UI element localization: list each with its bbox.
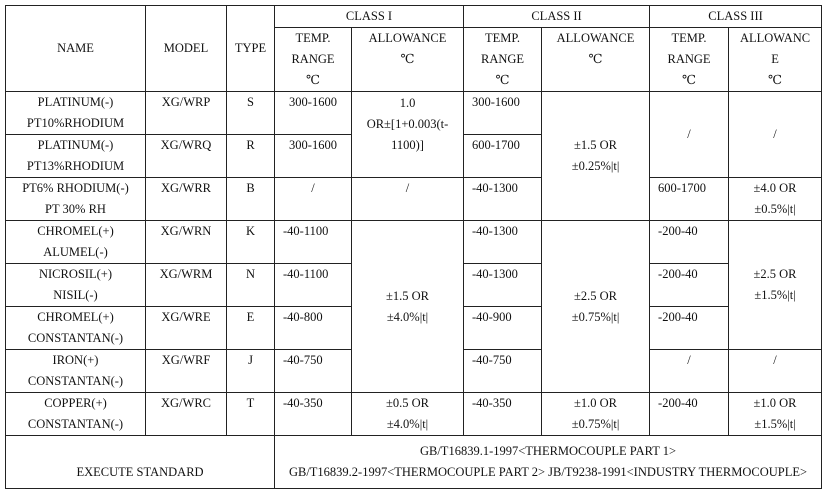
header-type: TYPE: [227, 6, 275, 92]
cell-model: XG/WRQ: [146, 135, 227, 178]
header-model: MODEL: [146, 6, 227, 92]
cell-temp-i: 300-1600: [275, 135, 352, 178]
cell-name: PLATINUM(-) PT10%RHODIUM: [6, 92, 146, 135]
cell-temp-iii: /: [650, 350, 729, 393]
cell-allowance-ii-base: ±2.5 OR ±0.75%|t|: [542, 221, 650, 393]
cell-temp-iii: -200-40: [650, 393, 729, 436]
header-allowance-i: ALLOWANCE ℃: [352, 28, 464, 92]
cell-type: B: [227, 178, 275, 221]
header-class-i: CLASS I: [275, 6, 464, 28]
cell-name: NICROSIL(+) NISIL(-): [6, 264, 146, 307]
standard-label: EXECUTE STANDARD: [6, 436, 275, 489]
cell-temp-ii: -40-1300: [464, 264, 542, 307]
table-row: [6, 393, 822, 436]
cell-model: XG/WRC: [146, 393, 227, 436]
cell-allowance-i-platinum: 1.0 OR±[1+0.003(t- 1100)]: [352, 92, 464, 178]
cell-type: J: [227, 350, 275, 393]
cell-allowance-iii: ±1.0 OR ±1.5%|t|: [729, 393, 822, 436]
cell-type: N: [227, 264, 275, 307]
cell-type: T: [227, 393, 275, 436]
cell-name: COPPER(+) CONSTANTAN(-): [6, 393, 146, 436]
header-class-ii: CLASS II: [464, 6, 650, 28]
cell-allowance-iii: ±4.0 OR ±0.5%|t|: [729, 178, 822, 221]
table-row: [6, 221, 822, 264]
table-row: [6, 92, 822, 135]
cell-temp-i: -40-1100: [275, 264, 352, 307]
cell-type: E: [227, 307, 275, 350]
header-name: NAME: [6, 6, 146, 92]
header-temp-range-ii: TEMP. RANGE ℃: [464, 28, 542, 92]
cell-temp-ii: -40-1300: [464, 178, 542, 221]
cell-model: XG/WRM: [146, 264, 227, 307]
cell-name: PLATINUM(-) PT13%RHODIUM: [6, 135, 146, 178]
cell-temp-i: -40-750: [275, 350, 352, 393]
cell-temp-iii: -200-40: [650, 307, 729, 350]
cell-type: R: [227, 135, 275, 178]
cell-name: CHROMEL(+) CONSTANTAN(-): [6, 307, 146, 350]
table-row: [6, 178, 822, 221]
cell-temp-ii: -40-1300: [464, 221, 542, 264]
cell-allowance-i: /: [352, 178, 464, 221]
cell-temp-ii: -40-750: [464, 350, 542, 393]
cell-model: XG/WRR: [146, 178, 227, 221]
cell-temp-ii: -40-900: [464, 307, 542, 350]
cell-temp-i: 300-1600: [275, 92, 352, 135]
standard-row: [6, 436, 822, 489]
cell-allowance-i-base: ±1.5 OR ±4.0%|t|: [352, 221, 464, 393]
cell-temp-iii: 600-1700: [650, 178, 729, 221]
header-temp-range-iii: TEMP. RANGE ℃: [650, 28, 729, 92]
cell-model: XG/WRP: [146, 92, 227, 135]
cell-allowance-iii-base: ±2.5 OR ±1.5%|t|: [729, 221, 822, 350]
cell-temp-ii: -40-350: [464, 393, 542, 436]
header-temp-range-i: TEMP. RANGE ℃: [275, 28, 352, 92]
cell-allowance-i: ±0.5 OR ±4.0%|t|: [352, 393, 464, 436]
cell-allowance-ii: ±1.0 OR ±0.75%|t|: [542, 393, 650, 436]
cell-model: XG/WRE: [146, 307, 227, 350]
header-class-iii: CLASS III: [650, 6, 822, 28]
thermocouple-spec-table: [5, 5, 822, 489]
cell-type: K: [227, 221, 275, 264]
cell-model: XG/WRN: [146, 221, 227, 264]
cell-temp-iii: -200-40: [650, 221, 729, 264]
cell-model: XG/WRF: [146, 350, 227, 393]
cell-name: PT6% RHODIUM(-) PT 30% RH: [6, 178, 146, 221]
cell-allowance-iii: /: [729, 350, 822, 393]
cell-temp-iii: -200-40: [650, 264, 729, 307]
cell-temp-i: /: [275, 178, 352, 221]
cell-temp-ii: 300-1600: [464, 92, 542, 135]
header-allowance-iii: ALLOWANC E ℃: [729, 28, 822, 92]
cell-name: CHROMEL(+) ALUMEL(-): [6, 221, 146, 264]
cell-temp-i: -40-1100: [275, 221, 352, 264]
cell-temp-iii-platinum: /: [650, 92, 729, 178]
cell-name: IRON(+) CONSTANTAN(-): [6, 350, 146, 393]
cell-type: S: [227, 92, 275, 135]
cell-temp-ii: 600-1700: [464, 135, 542, 178]
cell-temp-i: -40-350: [275, 393, 352, 436]
cell-temp-i: -40-800: [275, 307, 352, 350]
cell-allowance-ii-platinum: ±1.5 OR ±0.25%|t|: [542, 92, 650, 221]
cell-allowance-iii-platinum: /: [729, 92, 822, 178]
header-allowance-ii: ALLOWANCE ℃: [542, 28, 650, 92]
standard-text: GB/T16839.1-1997<THERMOCOUPLE PART 1> GB/T16839.2-1997<THERMOCOUPLE PART 2> JB/T9238-1991<INDUSTRY THERMOCOUPLE>: [275, 436, 822, 489]
